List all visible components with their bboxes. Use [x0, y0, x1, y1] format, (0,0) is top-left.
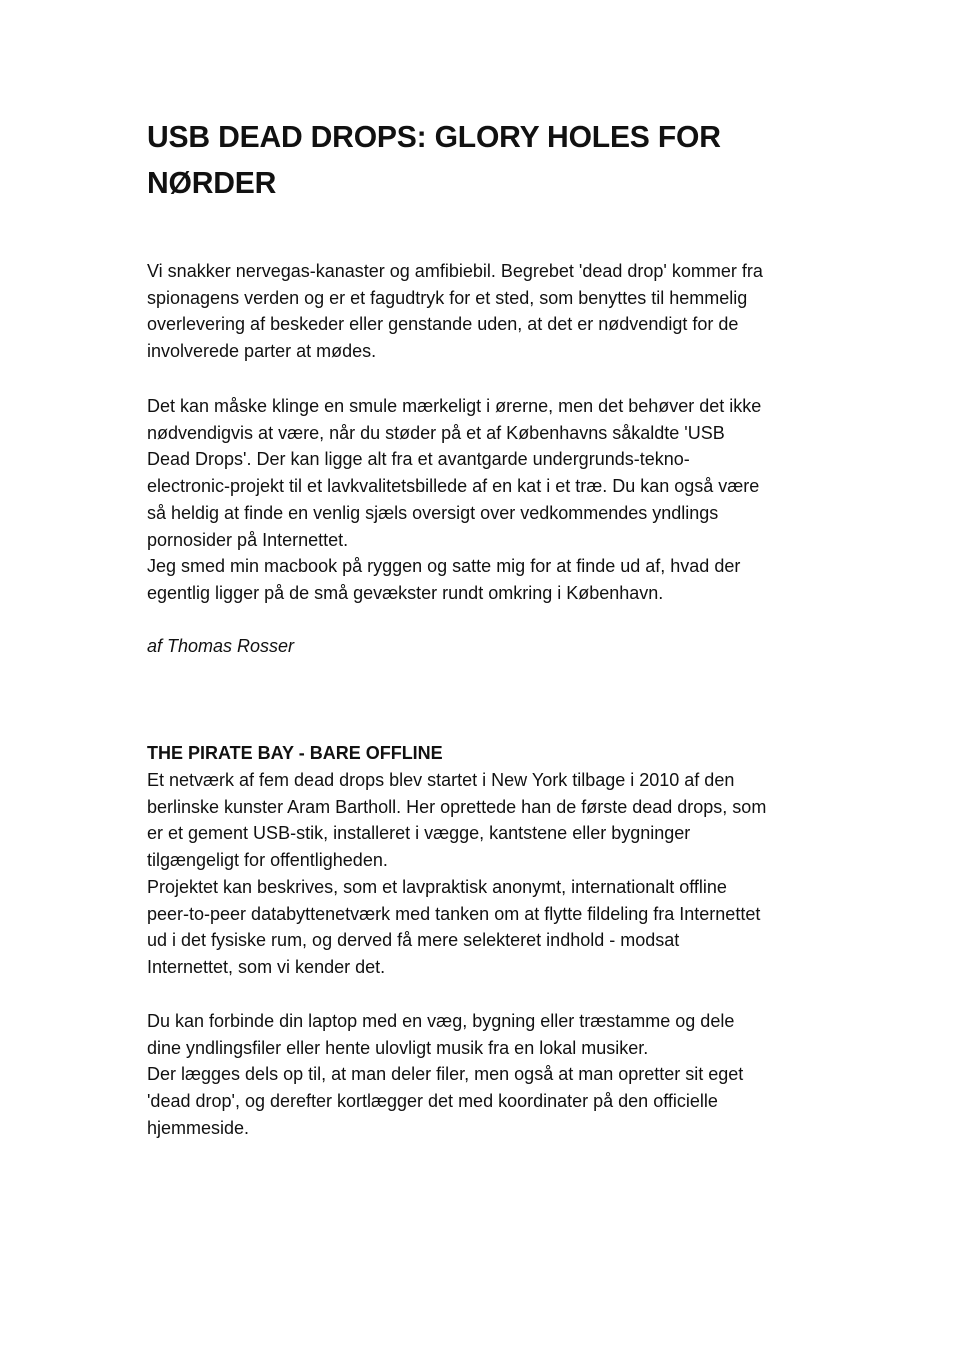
text-line: berlinske kunster Aram Bartholl. Her oprettede han de første dead drops, som: [147, 796, 767, 817]
text-line: peer-to-peer databyttenetværk med tanken om at flytte fildeling fra Internettet: [147, 903, 761, 924]
article-title: [147, 114, 721, 206]
text-line: Vi snakker nervegas-kanaster og amfibiebil. Begrebet 'dead drop' kommer fra: [147, 261, 763, 281]
title-line: NØRDER: [147, 165, 277, 200]
text-line: Jeg smed min macbook på ryggen og satte mig for at finde ud af, hvad der: [147, 556, 741, 577]
text-line: spionagens verden og er et fagudtryk for et sted, som benyttes til hemmelig: [147, 287, 748, 308]
text-line: tilgængeligt for offentligheden.: [147, 850, 388, 871]
text-line: 'dead drop', og derefter kortlægger det med koordinater på den officielle: [147, 1091, 718, 1112]
text-line: pornosider på Internettet.: [147, 529, 349, 550]
section-paragraph-2: [147, 1008, 743, 1142]
text-line: overlevering af beskeder eller genstande uden, at det er nødvendigt for de: [147, 314, 739, 335]
text-line: egentlig ligger på de små gevækster rundt omkring i København.: [147, 582, 664, 603]
text-line: involverede parter at mødes.: [147, 341, 377, 362]
text-line: så heldig at finde en venlig sjæls oversigt over vedkommendes yndlings: [147, 502, 719, 523]
text-line: ud i det fysiske rum, og derved få mere selekteret indhold - modsat: [147, 930, 680, 951]
title-line: USB DEAD DROPS: GLORY HOLES FOR: [147, 119, 721, 154]
text-line: Internettet, som vi kender det.: [147, 956, 386, 977]
section-heading: THE PIRATE BAY - BARE OFFLINE: [147, 743, 443, 763]
text-line: er et gement USB-stik, installeret i vægge, kantstene eller bygninger: [147, 823, 691, 844]
text-line: nødvendigvis at være, når du støder på et af Københavns såkaldte 'USB: [147, 422, 725, 443]
text-line: hjemmeside.: [147, 1117, 250, 1138]
text-line: Et netværk af fem dead drops blev startet i New York tilbage i 2010 af den: [147, 770, 735, 790]
intro-paragraph-1: [147, 258, 763, 365]
intro-paragraph-2: [147, 393, 761, 607]
text-line: Du kan forbinde din laptop med en væg, bygning eller træstamme og dele: [147, 1011, 735, 1031]
text-line: Projektet kan beskrives, som et lavpraktisk anonymt, internationalt offline: [147, 876, 727, 897]
text-line: dine yndlingsfiler eller hente ulovligt musik fra en lokal musiker.: [147, 1037, 649, 1058]
text-line: Der lægges dels op til, at man deler filer, men også at man opretter sit eget: [147, 1064, 744, 1085]
text-line: Dead Drops'. Der kan ligge alt fra et avantgarde undergrunds-tekno-: [147, 449, 690, 470]
text-line: electronic-projekt til et lavkvalitetsbillede af en kat i et træ. Du kan også være: [147, 476, 760, 497]
text-line: Det kan måske klinge en smule mærkeligt i ørerne, men det behøver det ikke: [147, 396, 762, 416]
section-paragraph-1: [147, 767, 766, 981]
author-byline: af Thomas Rosser: [147, 636, 295, 656]
